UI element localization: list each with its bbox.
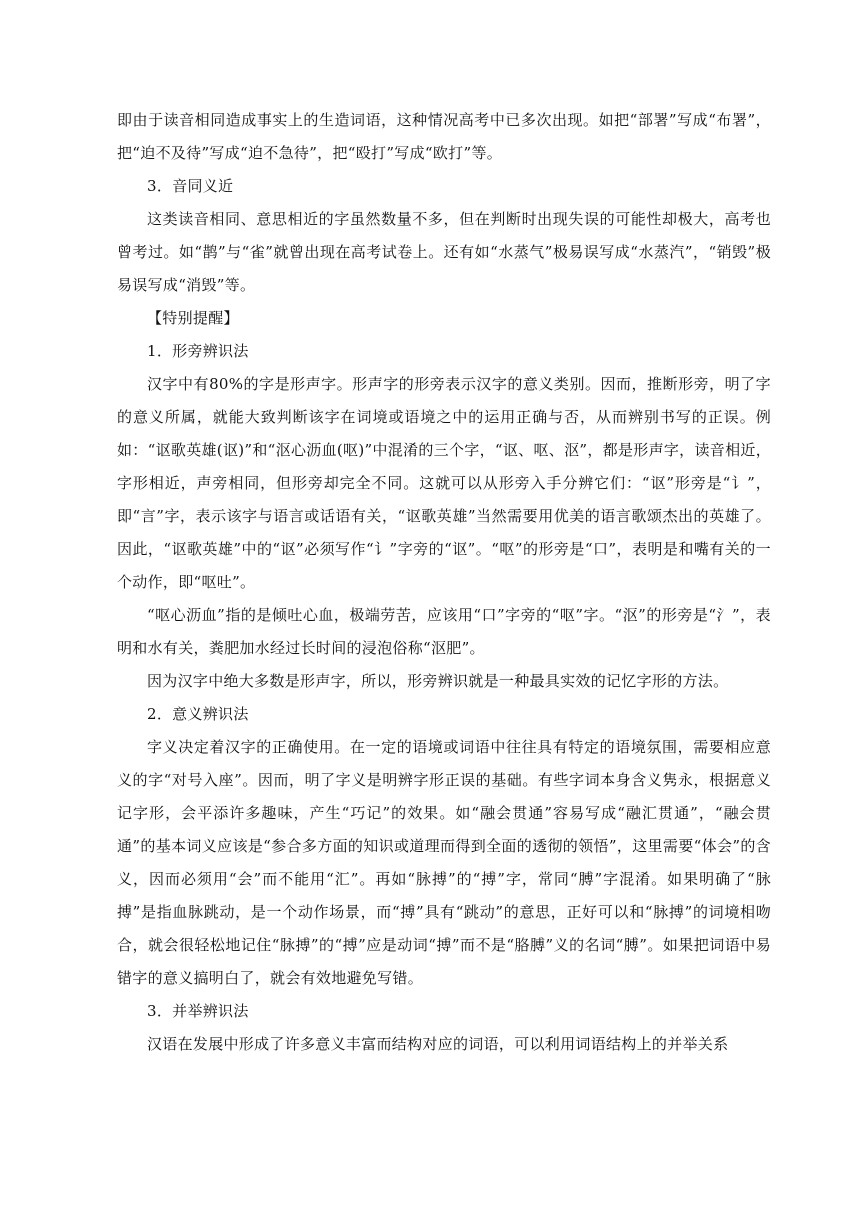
paragraph-same-sound-similar-meaning: 这类读音相同、意思相近的字虽然数量不多，但在判断时出现失误的可能性却极大，高考也曾考过。如“鹊”与“雀”就曾出现在高考试卷上。还有如“水蒸气”极易误写成“水蒸汽”，“销毁”极易误写成“消毁”等。	[117, 210, 771, 294]
heading-meaning-method: 2．意义辨识法	[147, 705, 249, 723]
heading-radical-method: 1．形旁辨识法	[147, 342, 249, 360]
paragraph-radical-summary: 因为汉字中绝大多数是形声字，所以，形旁辨识就是一种最具实效的记忆字形的方法。	[147, 672, 729, 690]
paragraph-homophone-coinage: 即由于读音相同造成事实上的生造词语，这种情况高考中已多次出现。如把“部署”写成“布署”，把“迫不及待”写成“迫不急待”，把“殴打”写成“欧打”等。	[117, 111, 771, 162]
heading-parallel-method: 3．并举辨识法	[147, 1002, 249, 1020]
paragraph-ou-xin-li-xue: “呕心沥血”指的是倾吐心血，极端劳苦，应该用“口”字旁的“呕”字。“沤”的形旁是“氵”，表明和水有关，粪肥加水经过长时间的浸泡俗称“沤肥”。	[117, 606, 771, 657]
heading-special-reminder: 【特别提醒】	[147, 309, 239, 327]
paragraph-radical-method: 汉字中有80%的字是形声字。形声字的形旁表示汉字的意义类别。因而，推断形旁，明了字的意义所属，就能大致判断该字在词境或语境之中的运用正确与否，从而辨别书写的正误。例如：“讴歌英雄(讴)”和“沤心沥血(呕)”中混淆的三个字，“讴、呕、沤”，都是形声字，读音相近，字形相近，声旁相同，但形旁却完全不同。这就可以从形旁入手分辨它们：“讴”形旁是“讠”，即“言”字，表示该字与语言或话语有关，“讴歌英雄”当然需要用优美的语言歌颂杰出的英雄了。因此，“讴歌英雄”中的“讴”必须写作“讠”字旁的“讴”。“呕”的形旁是“口”，表明是和嘴有关的一个动作，即“呕吐”。	[117, 375, 771, 591]
paragraph-parallel-method: 汉语在发展中形成了许多意义丰富而结构对应的词语，可以利用词语结构上的并举关系	[147, 1035, 729, 1053]
paragraph-meaning-method: 字义决定着汉字的正确使用。在一定的语境或词语中往往具有特定的语境氛围，需要相应意义的字“对号入座”。因而，明了字义是明辨字形正误的基础。有些字词本身含义隽永，根据意义记字形，会平添许多趣味，产生“巧记”的效果。如“融会贯通”容易写成“融汇贯通”，“融会贯通”的基本词义应该是“参合多方面的知识或道理而得到全面的透彻的领悟”，这里需要“体会”的含义，因而必须用“会”而不能用“汇”。再如“脉搏”的“搏”字，常同“膊”字混淆。如果明确了“脉搏”是指血脉跳动，是一个动作场景，而“搏”具有“跳动”的意思，正好可以和“脉搏”的词境相吻合，就会很轻松地记住“脉搏”的“搏”应是动词“搏”而不是“胳膊”义的名词“膊”。如果把词语中易错字的意义搞明白了，就会有效地避免写错。	[117, 738, 771, 987]
document-body	[117, 104, 771, 1061]
heading-same-sound-similar-meaning: 3．音同义近	[147, 177, 234, 195]
